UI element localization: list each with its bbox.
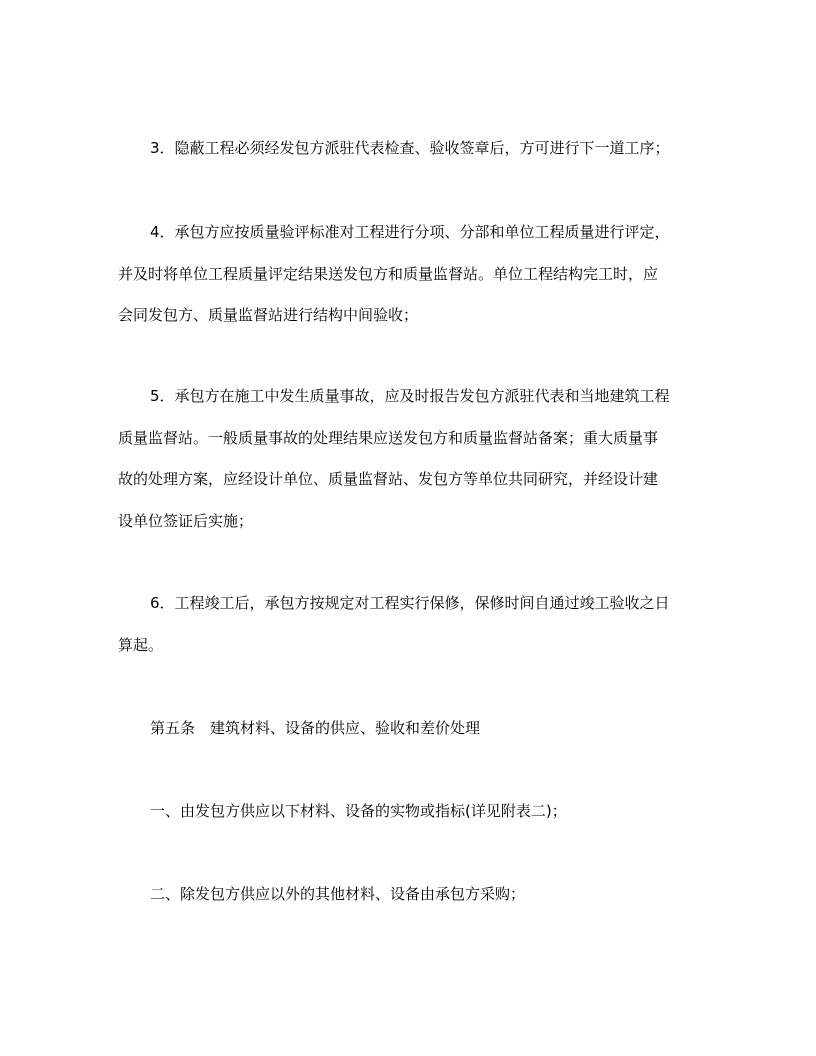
paragraph-item-6-line-1: 6．工程竣工后，承包方按规定对工程实行保修，保修时间自通过竣工验收之日 [150,594,670,612]
paragraph-item-5-line-2: 质量监督站。一般质量事故的处理结果应送发包方和质量监督站备案；重大质量事 [118,429,659,447]
paragraph-item-4-line-1: 4．承包方应按质量验评标准对工程进行分项、分部和单位工程质量进行评定， [150,223,670,241]
paragraph-item-5-line-1: 5．承包方在施工中发生质量事故，应及时报告发包方派驻代表和当地建筑工程 [150,387,670,405]
clause-2-text: 二、除发包方供应以外的其他材料、设备由承包方采购； [150,885,526,903]
paragraph-item-6-line-2: 算起。 [118,636,164,654]
paragraph-item-5-line-3: 故的处理方案，应经设计单位、质量监督站、发包方等单位共同研究，并经设计建 [118,470,659,488]
article-5-heading: 第五条 建筑材料、设备的供应、验收和差价处理 [150,719,481,737]
paragraph-item-4-line-2: 并及时将单位工程质量评定结果送发包方和质量监督站。单位工程结构完工时，应 [118,265,659,283]
clause-1-text: 一、由发包方供应以下材料、设备的实物或指标(详见附表二)； [150,802,567,820]
paragraph-item-3-line-1: 3．隐蔽工程必须经发包方派驻代表检查、验收签章后，方可进行下一道工序； [150,139,670,157]
paragraph-item-5-line-4: 设单位签证后实施； [118,512,254,530]
paragraph-item-4-line-3: 会同发包方、质量监督站进行结构中间验收； [118,306,419,324]
